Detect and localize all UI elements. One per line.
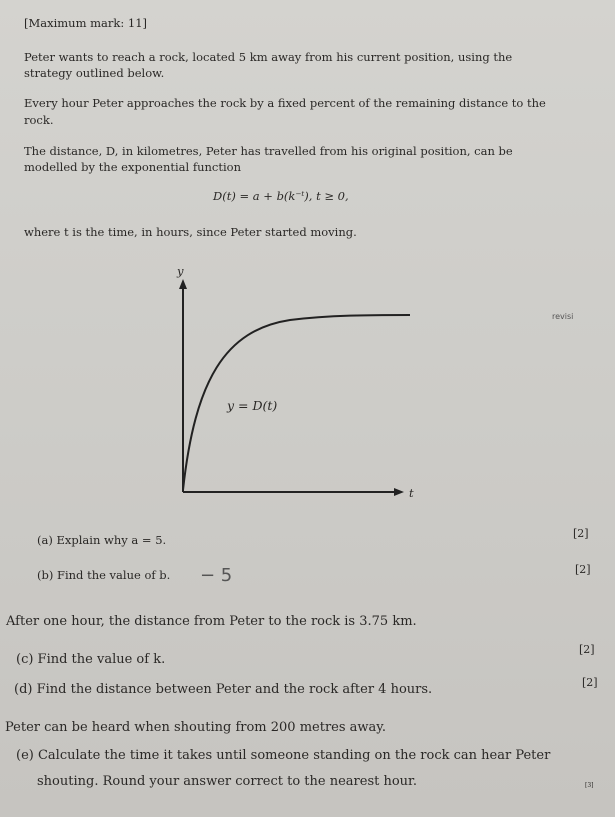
- mark-d: [2]: [582, 676, 598, 689]
- intro-line: modelled by the exponential function: [24, 160, 242, 174]
- intro-line: where t is the time, in hours, since Peter started moving.: [24, 225, 357, 239]
- intro-line: Peter wants to reach a rock, located 5 km away from his current position, using the: [24, 50, 513, 64]
- x-axis-arrow: [394, 488, 404, 496]
- curve-d-of-t: [183, 315, 410, 490]
- handwritten-answer: − 5: [200, 565, 233, 586]
- mark-c: [2]: [579, 643, 595, 656]
- side-note: revisi: [552, 312, 574, 321]
- intro-line: Every hour Peter approaches the rock by a fixed percent of the remaining distance to the: [24, 96, 546, 110]
- x-axis-label: t: [409, 486, 414, 500]
- mark-b: [2]: [575, 563, 591, 576]
- question-d: (d) Find the distance between Peter and the rock after 4 hours.: [14, 682, 433, 697]
- formula: D(t) = a + b(k⁻ᵗ), t ≥ 0,: [213, 189, 349, 203]
- y-axis-label: y: [177, 264, 184, 278]
- stem-after-one-hour: After one hour, the distance from Peter to the rock is 3.75 km.: [6, 614, 417, 629]
- max-mark: [Maximum mark: 11]: [24, 16, 148, 30]
- stem-shout: Peter can be heard when shouting from 200 metres away.: [5, 720, 387, 735]
- question-b: (b) Find the value of b.: [37, 568, 171, 582]
- mark-a: [2]: [573, 527, 589, 540]
- mark-e: [3]: [585, 782, 594, 789]
- intro-line: The distance, D, in kilometres, Peter has travelled from his original position, can be: [24, 144, 513, 158]
- question-a: (a) Explain why a = 5.: [37, 533, 167, 547]
- curve-label: y = D(t): [227, 398, 278, 413]
- intro-line: strategy outlined below.: [24, 66, 165, 80]
- question-e-cont: shouting. Round your answer correct to the nearest hour.: [37, 774, 417, 789]
- y-axis-arrow: [179, 279, 187, 289]
- intro-line: rock.: [24, 113, 54, 127]
- question-e: (e) Calculate the time it takes until someone standing on the rock can hear Peter: [16, 748, 551, 763]
- question-c: (c) Find the value of k.: [16, 652, 166, 667]
